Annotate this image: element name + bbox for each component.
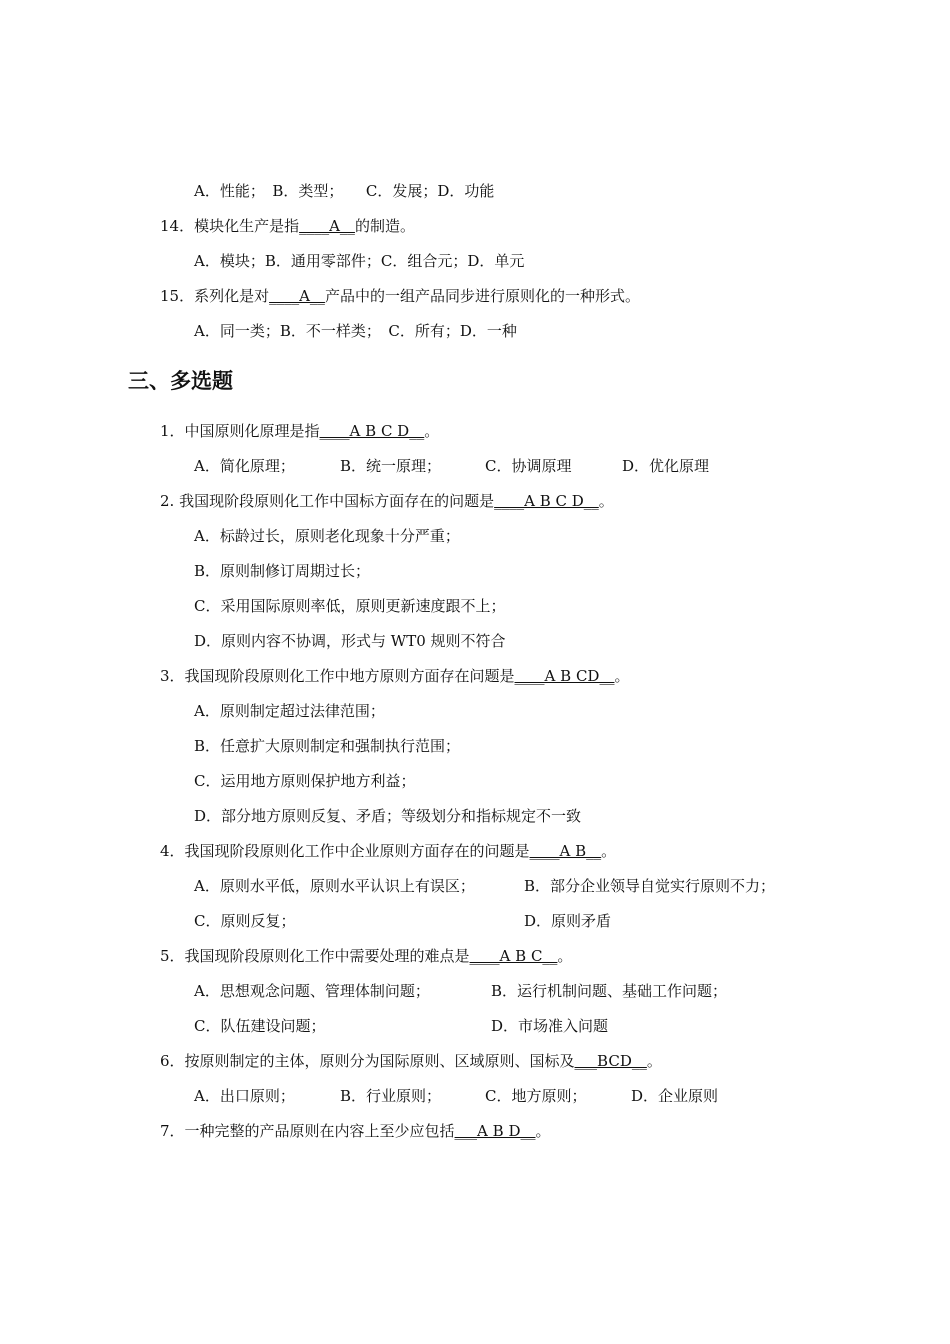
answer-blank: ___BCD__ (574, 1052, 647, 1070)
mc3-option-a: A．原则制定超过法律范围； (194, 702, 385, 720)
mc2-option-a: A．标龄过长，原则老化现象十分严重； (194, 527, 460, 545)
mc-question-6: 6．按原则制定的主体，原则分为国际原则、区域原则、国标及___BCD__。 (160, 1052, 662, 1070)
options-line-13: A．性能； B．类型； C．发展；D．功能 (194, 182, 495, 200)
mc4-option-b: B．部分企业领导自觉实行原则不力； (524, 877, 776, 895)
mc3-option-d: D．部分地方原则反复、矛盾；等级划分和指标规定不一致 (194, 807, 582, 825)
mc6-option-c: C．地方原则； (485, 1087, 587, 1105)
mc1-option-d: D．优化原理 (622, 457, 710, 475)
mc3-option-b: B．任意扩大原则制定和强制执行范围； (194, 737, 461, 755)
question-14: 14．模块化生产是指____A__的制造。 (160, 217, 415, 235)
mc-question-2: 2. 我国现阶段原则化工作中国标方面存在的问题是____A B C D__。 (160, 492, 614, 510)
answer-blank: ____A__ (299, 217, 355, 235)
mc1-option-b: B．统一原理； (340, 457, 442, 475)
mc5-option-d: D．市场准入问题 (491, 1017, 609, 1035)
mc2-option-c: C．采用国际原则率低，原则更新速度跟不上； (194, 597, 506, 615)
mc6-option-a: A．出口原则； (194, 1087, 295, 1105)
mc4-option-d: D．原则矛盾 (524, 912, 612, 930)
mc4-option-a: A．原则水平低，原则水平认识上有误区； (194, 877, 475, 895)
answer-blank: ___A B D__ (454, 1122, 536, 1140)
answer-blank: ____A B CD__ (514, 667, 615, 685)
mc2-option-d: D．原则内容不协调，形式与 WT0 规则不符合 (194, 632, 506, 650)
mc-question-5: 5．我国现阶段原则化工作中需要处理的难点是____A B C__。 (160, 947, 573, 965)
mc-question-3: 3．我国现阶段原则化工作中地方原则方面存在问题是____A B CD__。 (160, 667, 630, 685)
mc6-option-b: B．行业原则； (340, 1087, 442, 1105)
mc4-option-c: C．原则反复； (194, 912, 296, 930)
mc6-option-d: D．企业原则 (631, 1087, 719, 1105)
answer-blank: ____A B C D__ (319, 422, 425, 440)
mc3-option-c: C．运用地方原则保护地方利益； (194, 772, 416, 790)
options-line-15: A．同一类；B．不一样类； C．所有；D．一种 (194, 322, 517, 340)
mc-question-4: 4．我国现阶段原则化工作中企业原则方面存在的问题是____A B__。 (160, 842, 617, 860)
answer-blank: ____A__ (269, 287, 325, 305)
mc1-option-a: A．简化原理； (194, 457, 295, 475)
mc5-option-a: A．思想观念问题、管理体制问题； (194, 982, 430, 1000)
answer-blank: ____A B C__ (469, 947, 558, 965)
mc5-option-c: C．队伍建设问题； (194, 1017, 326, 1035)
mc5-option-b: B．运行机制问题、基础工作问题； (491, 982, 728, 1000)
options-line-14: A．模块；B．通用零部件；C．组合元；D．单元 (194, 252, 525, 270)
mc-question-1: 1．中国原则化原理是指____A B C D__。 (160, 422, 440, 440)
answer-blank: ____A B C D__ (494, 492, 599, 510)
section-heading-multiple-choice: 三、多选题 (128, 369, 233, 393)
question-15: 15．系列化是对____A__产品中的一组产品同步进行原则化的一种形式。 (160, 287, 640, 305)
mc-question-7: 7．一种完整的产品原则在内容上至少应包括___A B D__。 (160, 1122, 551, 1140)
mc1-option-c: C．协调原理 (485, 457, 572, 475)
mc2-option-b: B．原则制修订周期过长； (194, 562, 371, 580)
answer-blank: ____A B__ (529, 842, 602, 860)
